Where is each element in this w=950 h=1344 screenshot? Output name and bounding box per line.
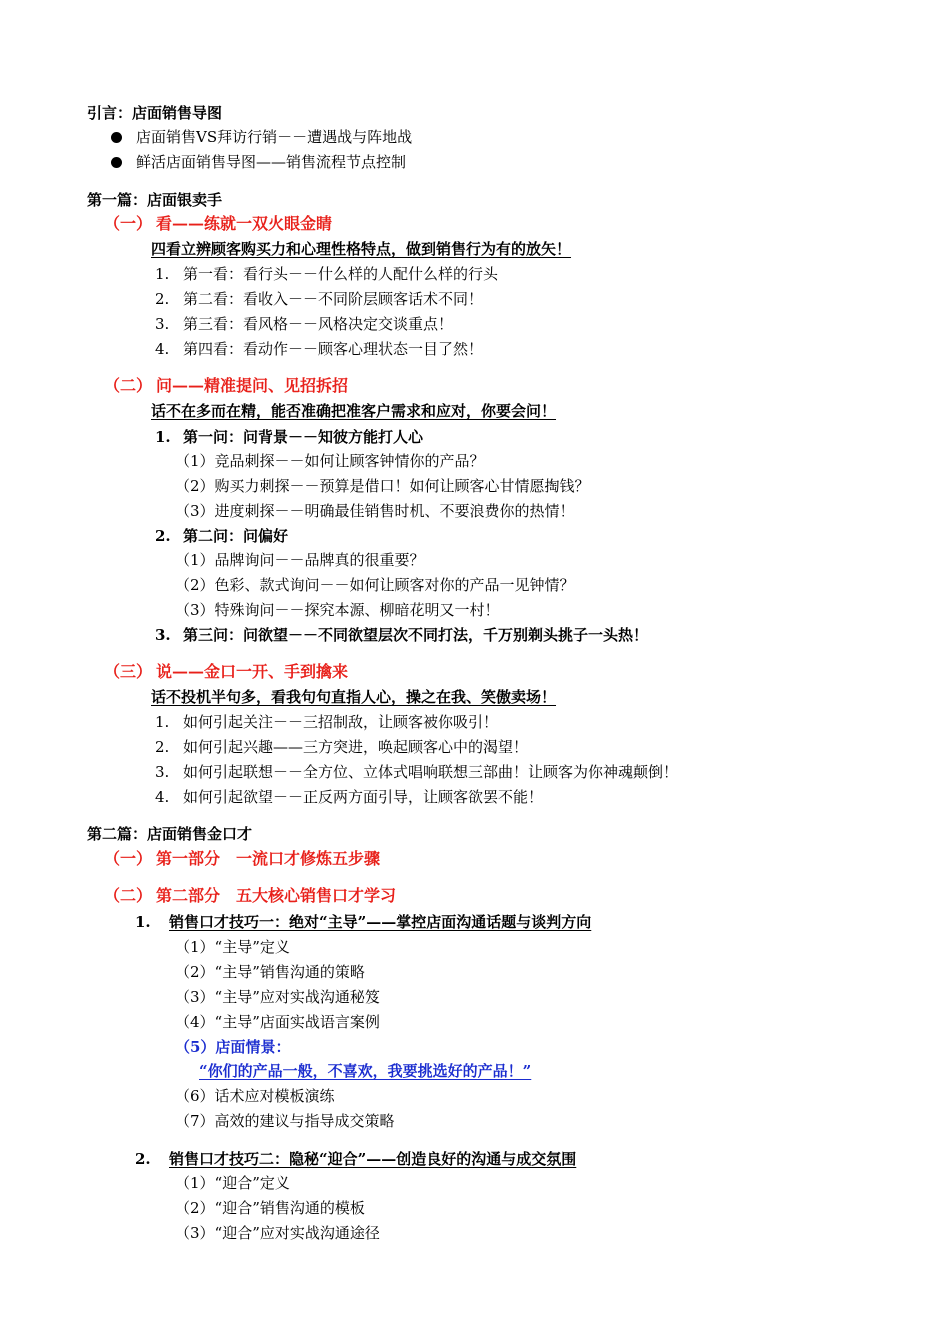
skill-1-heading: 1. 销售口才技巧一：绝对“主导”——掌控店面沟通话题与谈判方向 (135, 913, 592, 931)
part1-section-2-subtitle: 话不在多而在精，能否准确把准客户需求和应对，你要会问！ (151, 402, 557, 420)
intro-heading: 引言：店面销售导图 (87, 104, 223, 122)
list-item: 2. 第二问：问偏好 (155, 527, 289, 545)
sub-item: （2）“迎合”销售沟通的模板 (175, 1199, 365, 1217)
sub-item: （3）特殊询问－－探究本源、柳暗花明又一村！ (175, 601, 500, 619)
list-item: 3. 第三问：问欲望－－不同欲望层次不同打法，千万别剃头挑子一头热！ (155, 626, 649, 644)
list-item: 3. 如何引起联想－－全方位、立体式唱响联想三部曲！让顾客为你神魂颠倒！ (155, 763, 679, 781)
sub-item: （1）“迎合”定义 (175, 1174, 290, 1192)
list-item: 1. 如何引起关注－－三招制敌，让顾客被你吸引！ (155, 713, 499, 731)
list-item: 2. 如何引起兴趣——三方突进，唤起顾客心中的渴望！ (155, 738, 529, 756)
bullet-icon (111, 132, 122, 143)
part2-heading: 第二篇：店面销售金口才 (87, 825, 253, 843)
sub-item: （3）“迎合”应对实战沟通途径 (175, 1224, 380, 1242)
skill-2-heading: 2. 销售口才技巧二：隐秘“迎合”——创造良好的沟通与成交氛围 (135, 1150, 577, 1168)
sub-item: （2）色彩、款式询问－－如何让顾客对你的产品一见钟情？ (175, 576, 575, 594)
part2-section-2-heading: （二） 第二部分 五大核心销售口才学习 (104, 886, 397, 905)
list-item: 4. 如何引起欲望－－正反两方面引导，让顾客欲罢不能！ (155, 788, 544, 806)
bullet-icon (111, 157, 122, 168)
sub-item: （1）竞品刺探－－如何让顾客钟情你的产品？ (175, 452, 485, 470)
list-item: 1. 第一看：看行头－－什么样的人配什么样的行头 (155, 265, 499, 283)
sub-item: （2）“主导”销售沟通的策略 (175, 963, 365, 981)
intro-bullet-2: 鲜活店面销售导图——销售流程节点控制 (111, 151, 406, 173)
sub-item: （4）“主导”店面实战语言案例 (175, 1013, 380, 1031)
sub-item: （3）“主导”应对实战沟通秘笈 (175, 988, 380, 1006)
part1-section-2-heading: （二） 问——精准提问、见招拆招 (104, 376, 349, 395)
part1-heading: 第一篇：店面银卖手 (87, 191, 223, 209)
list-item: 1. 第一问：问背景－－知彼方能打人心 (155, 428, 424, 446)
scene-quote: “你们的产品一般，不喜欢，我要挑选好的产品！” (199, 1062, 532, 1080)
part1-section-1-subtitle: 四看立辨顾客购买力和心理性格特点，做到销售行为有的放矢！ (151, 240, 572, 258)
sub-item: （2）购买力刺探－－预算是借口！如何让顾客心甘情愿掏钱？ (175, 477, 590, 495)
sub-item: （6）话术应对模板演练 (175, 1087, 335, 1105)
intro-bullet-1: 店面销售VS拜访行销－－遭遇战与阵地战 (111, 126, 412, 148)
scene-label: （5）店面情景： (175, 1038, 291, 1056)
sub-item: （3）进度刺探－－明确最佳销售时机、不要浪费你的热情！ (175, 502, 575, 520)
sub-item: （1）品牌询问－－品牌真的很重要？ (175, 551, 425, 569)
part1-section-3-subtitle: 话不投机半句多，看我句句直指人心，操之在我、笑傲卖场！ (151, 688, 557, 706)
sub-item: （7）高效的建议与指导成交策略 (175, 1112, 395, 1130)
list-item: 3. 第三看：看风格－－风格决定交谈重点！ (155, 315, 454, 333)
sub-item: （1）“主导”定义 (175, 938, 290, 956)
list-item: 4. 第四看：看动作－－顾客心理状态一目了然！ (155, 340, 484, 358)
list-item: 2. 第二看：看收入－－不同阶层顾客话术不同！ (155, 290, 484, 308)
part2-section-1-heading: （一） 第一部分 一流口才修炼五步骤 (104, 849, 381, 868)
part1-section-3-heading: （三） 说——金口一开、手到擒来 (104, 662, 349, 681)
part1-section-1-heading: （一） 看——练就一双火眼金睛 (104, 214, 333, 233)
